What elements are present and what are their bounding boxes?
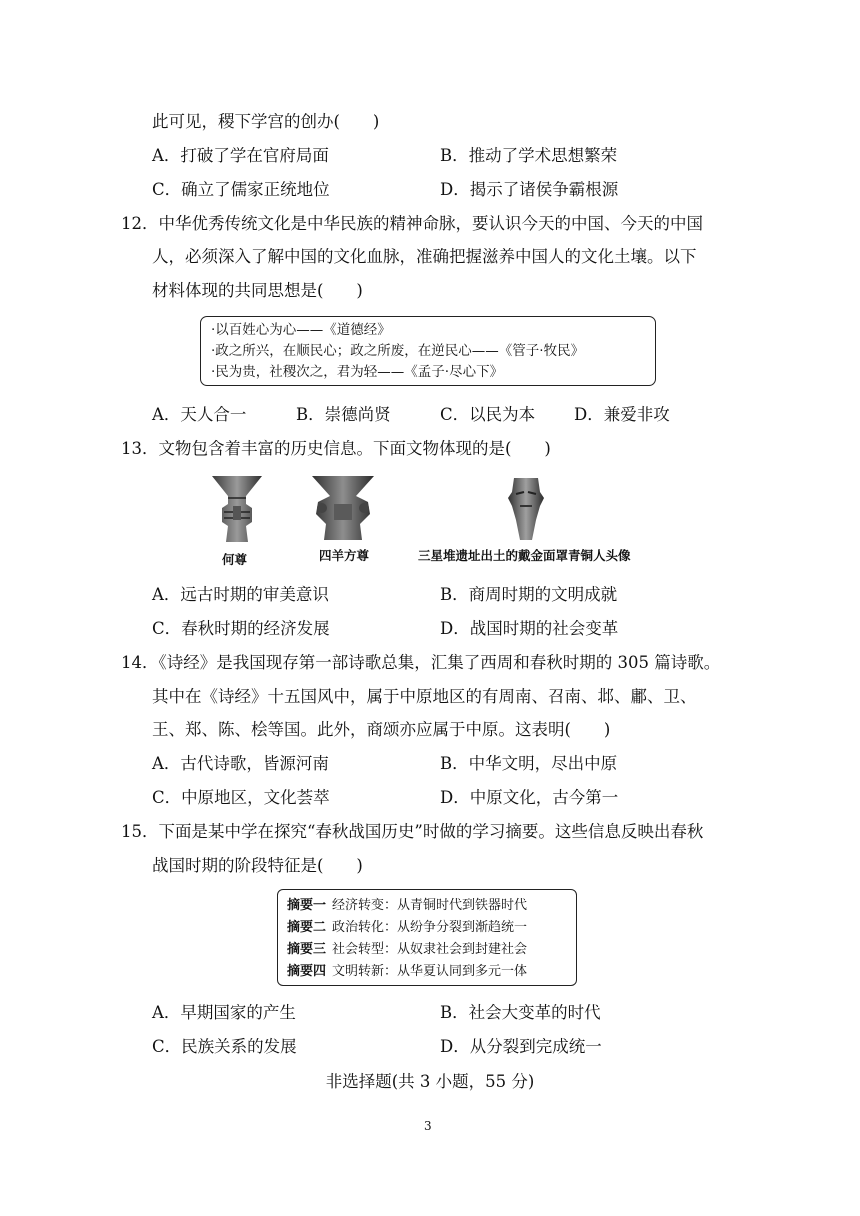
q11-option-b[interactable]: B．推动了学术思想繁荣 [440,146,618,165]
q12-quote-2: ·政之所兴，在顺民心；政之所废，在逆民心——《管子·牧民》 [211,343,585,359]
summary-key-3: 摘要三 [287,942,327,957]
q12-option-a[interactable]: A．天人合一 [152,405,247,424]
q12-stem-line1: 12．中华优秀传统文化是中华民族的精神命脉，要认识今天的中国、今天的中国 [121,214,703,233]
q12-option-b[interactable]: B．崇德尚贤 [296,405,391,424]
summary-text-1: 经济转变：从青铜时代到铁器时代 [332,898,528,913]
summary-text-3: 社会转型：从奴隶社会到封建社会 [332,942,528,957]
q12-stem-line3: 材料体现的共同思想是( ) [152,281,363,300]
page-number: 3 [424,1119,432,1133]
section-title-non-choice: 非选择题(共 3 小题，55 分) [325,1072,535,1091]
q15-stem-line1: 15．下面是某中学在探究“春秋战国历史”时做的学习摘要。这些信息反映出春秋 [121,822,704,841]
q12-option-c[interactable]: C．以民为本 [440,405,536,424]
q11-option-c[interactable]: C．确立了儒家正统地位 [152,180,330,199]
q13-option-b[interactable]: B．商周时期的文明成就 [440,585,618,604]
summary-row-3 [287,939,576,961]
q15-summary-box [277,889,577,986]
q13-stem-line1: 13．文物包含着丰富的历史信息。下面文物体现的是( ) [121,439,551,458]
q14-stem-line3: 王、郑、陈、桧等国。此外，商颂亦应属于中原。这表明( ) [152,720,611,739]
q15-stem-line2: 战国时期的阶段特征是( ) [152,856,363,875]
q15-option-d[interactable]: D．从分裂到完成统一 [440,1037,602,1056]
q13-option-d[interactable]: D．战国时期的社会变革 [440,619,619,638]
summary-key-4: 摘要四 [287,964,327,979]
summary-text-2: 政治转化：从纷争分裂到渐趋统一 [332,920,528,935]
summary-row-4 [287,961,576,983]
q14-stem-line2: 其中在《诗经》十五国风中，属于中原地区的有周南、召南、邶、鄘、卫、 [152,687,697,706]
q14-option-b[interactable]: B．中华文明，尽出中原 [440,754,618,773]
caption-four-ram-zun: 四羊方尊 [319,548,370,563]
q15-option-a[interactable]: A．早期国家的产生 [152,1003,296,1022]
q14-option-c[interactable]: C．中原地区，文化荟萃 [152,788,330,807]
q12-quote-3: ·民为贵，社稷次之，君为轻——《孟子·尽心下》 [211,364,504,380]
q14-stem-line1: 14．《诗经》是我国现存第一部诗歌总集，汇集了西周和春秋时期的 305 篇诗歌。 [121,653,721,672]
q13-option-c[interactable]: C．春秋时期的经济发展 [152,619,330,638]
q12-option-d[interactable]: D．兼爱非攻 [574,405,670,424]
q12-quote-box [200,316,656,386]
q15-option-c[interactable]: C．民族关系的发展 [152,1037,297,1056]
summary-key-1: 摘要一 [287,898,327,913]
question-11-continuation: 此可见，稷下学宫的创办( ) [152,112,380,131]
q12-quote-1: ·以百姓心为心——《道德经》 [211,322,391,338]
q11-option-a[interactable]: A．打破了学在官府局面 [152,146,329,165]
four-ram-zun-image [308,474,378,542]
he-zun-image [210,474,264,544]
q12-stem-line2: 人，必须深入了解中国的文化血脉，准确把握滋养中国人的文化土壤。以下 [152,247,697,266]
q13-option-a[interactable]: A．远古时期的审美意识 [152,585,329,604]
sanxingdui-head-image [506,476,546,542]
summary-row-1 [287,895,576,917]
caption-he-zun: 何尊 [222,552,248,567]
caption-sanxingdui-head: 三星堆遗址出土的戴金面罩青铜人头像 [418,548,631,563]
summary-row-2 [287,917,576,939]
summary-text-4: 文明转新：从华夏认同到多元一体 [332,964,528,979]
q14-option-a[interactable]: A．古代诗歌，皆源河南 [152,754,329,773]
q15-option-b[interactable]: B．社会大变革的时代 [440,1003,601,1022]
summary-key-2: 摘要二 [287,920,327,935]
q11-option-d[interactable]: D．揭示了诸侯争霸根源 [440,180,619,199]
q14-option-d[interactable]: D．中原文化，古今第一 [440,788,619,807]
